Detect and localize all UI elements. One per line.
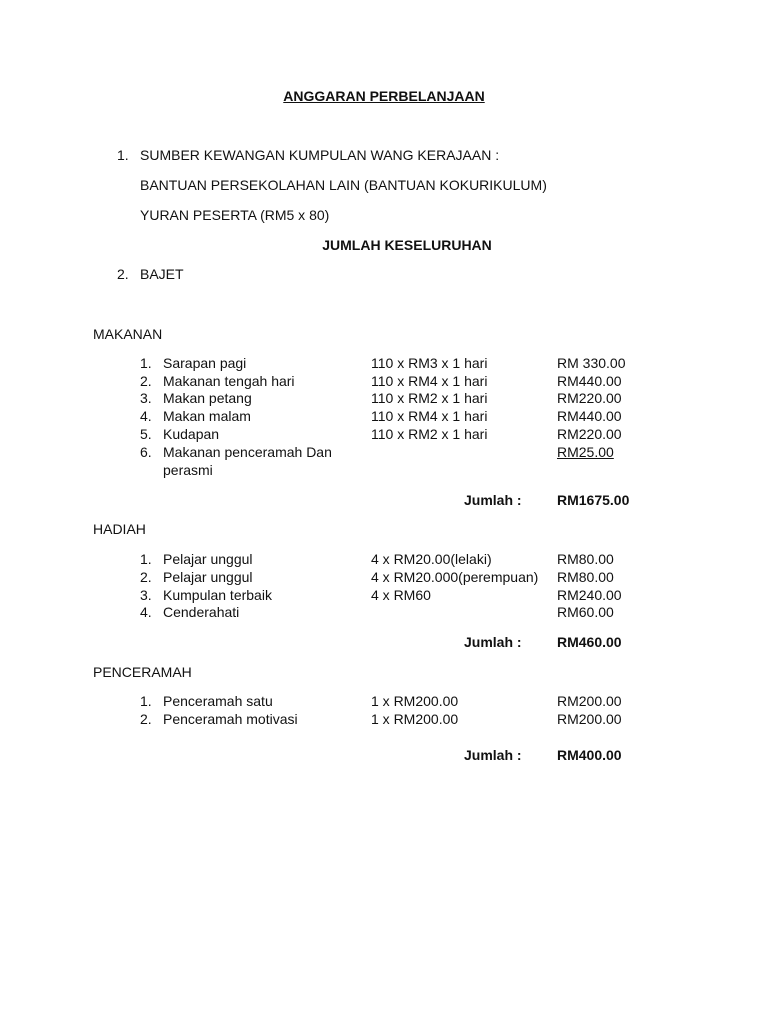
subtotal-label: Jumlah : bbox=[464, 747, 522, 763]
item-calc: 110 x RM4 x 1 hari bbox=[371, 408, 488, 424]
item-number: 1. bbox=[140, 551, 152, 567]
subtotal-value: RM400.00 bbox=[557, 747, 622, 763]
item-number: 2. bbox=[140, 569, 152, 585]
item-name: Makan petang bbox=[163, 390, 252, 406]
funding-source-line: YURAN PESERTA (RM5 x 80) bbox=[140, 207, 330, 223]
subtotal-label: Jumlah : bbox=[464, 492, 522, 508]
item-name: Makanan penceramah Dan bbox=[163, 444, 332, 460]
item-calc: 1 x RM200.00 bbox=[371, 693, 459, 709]
item-name: Pelajar unggul bbox=[163, 551, 253, 567]
item-number: 6. bbox=[140, 444, 152, 460]
item-name: Penceramah satu bbox=[163, 693, 273, 709]
item-name: Kumpulan terbaik bbox=[163, 587, 272, 603]
item-calc: 110 x RM3 x 1 hari bbox=[371, 355, 488, 371]
item-name: Penceramah motivasi bbox=[163, 711, 298, 727]
item-amount: RM440.00 bbox=[557, 373, 622, 389]
document-title: ANGGARAN PERBELANJAAN bbox=[283, 88, 485, 104]
item-name: Pelajar unggul bbox=[163, 569, 253, 585]
item-name: Makanan tengah hari bbox=[163, 373, 295, 389]
item-name: Makan malam bbox=[163, 408, 251, 424]
item-number: 3. bbox=[140, 587, 152, 603]
item-amount: RM80.00 bbox=[557, 569, 614, 585]
item-calc: 4 x RM60 bbox=[371, 587, 431, 603]
item-amount: RM220.00 bbox=[557, 390, 622, 406]
item-amount: RM60.00 bbox=[557, 604, 614, 620]
item-name: Kudapan bbox=[163, 426, 220, 442]
subtotal-value: RM1675.00 bbox=[557, 492, 630, 508]
item-amount: RM240.00 bbox=[557, 587, 622, 603]
funding-source-heading: SUMBER KEWANGAN KUMPULAN WANG KERAJAAN : bbox=[140, 147, 500, 163]
item-number: 4. bbox=[140, 408, 152, 424]
item-number: 2. bbox=[140, 373, 152, 389]
subtotal-label: Jumlah : bbox=[464, 634, 522, 650]
item-amount: RM80.00 bbox=[557, 551, 614, 567]
item-amount: RM200.00 bbox=[557, 711, 622, 727]
budget-heading: BAJET bbox=[140, 266, 184, 282]
section-heading: PENCERAMAH bbox=[93, 664, 192, 680]
funding-source-line: BANTUAN PERSEKOLAHAN LAIN (BANTUAN KOKURIKULUM) bbox=[140, 177, 547, 193]
item-name: Sarapan pagi bbox=[163, 355, 247, 371]
section-number: 2. bbox=[117, 266, 129, 282]
item-amount: RM200.00 bbox=[557, 693, 622, 709]
item-calc: 110 x RM4 x 1 hari bbox=[371, 373, 488, 389]
item-amount: RM220.00 bbox=[557, 426, 622, 442]
item-calc: 4 x RM20.00(lelaki) bbox=[371, 551, 492, 567]
grand-total-label: JUMLAH KESELURUHAN bbox=[322, 237, 492, 253]
section-heading: MAKANAN bbox=[93, 326, 163, 342]
item-name-continued: perasmi bbox=[163, 462, 213, 478]
item-calc: 110 x RM2 x 1 hari bbox=[371, 390, 488, 406]
item-calc: 1 x RM200.00 bbox=[371, 711, 459, 727]
subtotal-value: RM460.00 bbox=[557, 634, 622, 650]
item-number: 4. bbox=[140, 604, 152, 620]
item-number: 1. bbox=[140, 355, 152, 371]
item-number: 3. bbox=[140, 390, 152, 406]
item-amount: RM 330.00 bbox=[557, 355, 626, 371]
item-calc: 110 x RM2 x 1 hari bbox=[371, 426, 488, 442]
item-number: 5. bbox=[140, 426, 152, 442]
item-amount: RM440.00 bbox=[557, 408, 622, 424]
item-number: 2. bbox=[140, 711, 152, 727]
section-number: 1. bbox=[117, 147, 129, 163]
item-calc: 4 x RM20.000(perempuan) bbox=[371, 569, 539, 585]
item-amount: RM25.00 bbox=[557, 444, 614, 460]
item-number: 1. bbox=[140, 693, 152, 709]
section-heading: HADIAH bbox=[93, 521, 146, 537]
item-name: Cenderahati bbox=[163, 604, 240, 620]
